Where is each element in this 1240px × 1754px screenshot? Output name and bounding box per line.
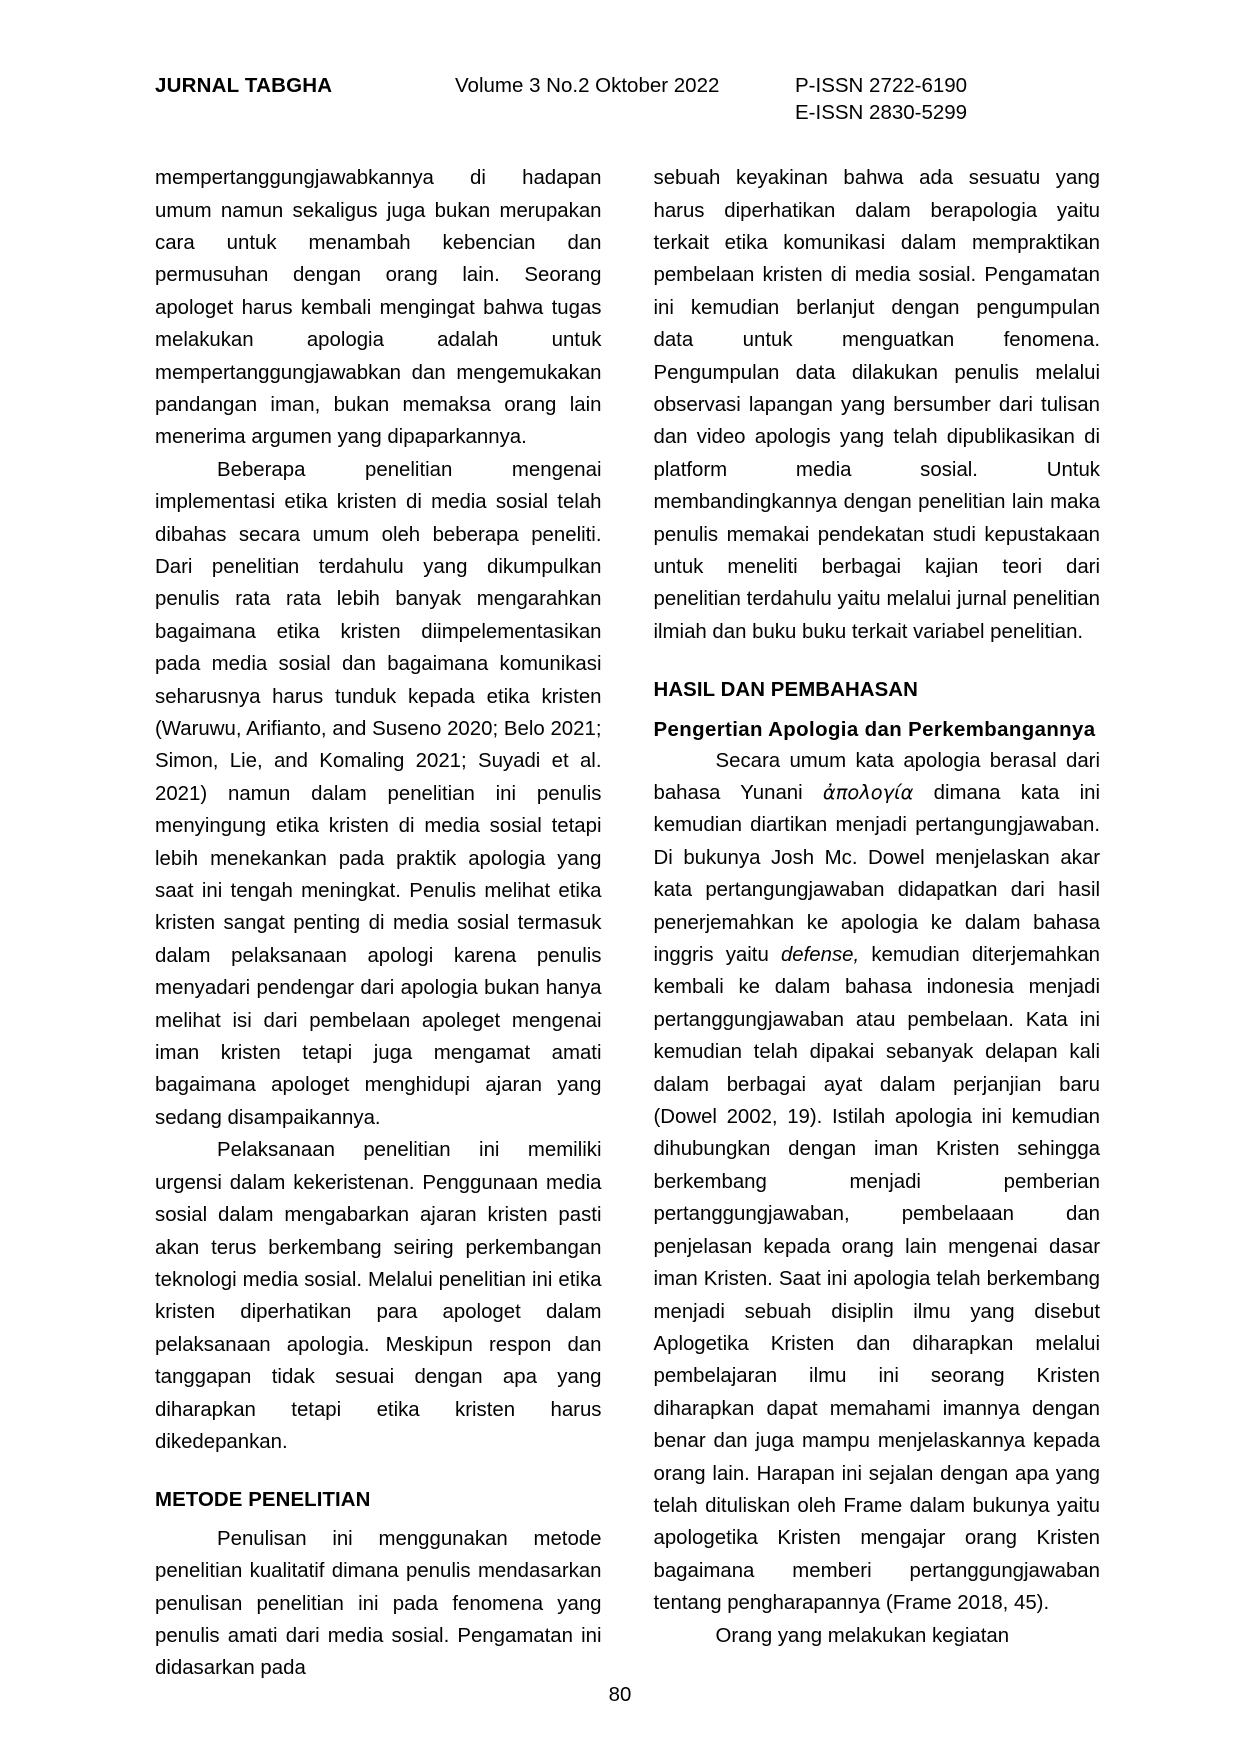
subsection-heading-pengertian: Pengertian Apologia dan Perkembangannya [653, 718, 1096, 741]
right-column [654, 162, 1101, 1685]
paragraph-text-part: kemudian diterjemahkan kembali ke dalam bahasa indonesia menjadi pertanggungjawaban atau pembelaan. Kata ini kemudian telah dipakai sebanyak delapan kali dalam berbagai ayat dalam perjanjian baru (Dowel 2002, 19). Istilah apologia ini kemudian dihubungkan dengan iman Kristen sehingga berkembang menjadi pemberian pertanggungjawaban, pembelaaan dan penjelasan kepada orang lain mengenai dasar iman Kristen. Saat ini apologia telah berkembang menjadi sebuah disiplin ilmu yang disebut Aplogetika Kristen dan diharapkan melalui pembelajaran ilmu ini seorang Kristen diharapkan dapat memahami imannya dengan benar dan juga mampu menjelaskannya kepada orang lain. Harapan ini sejalan dengan apa yang telah dituliskan oleh Frame dalam bukunya yaitu apologetika Kristen mengajar orang Kristen bagaimana memberi pertanggungjawaban tentang pengharapannya (Frame 2018, 45). [653, 944, 1100, 1615]
paragraph: Penulisan ini menggunakan metode penelitian kualitatif dimana penulis mendasarkan penulisan penelitian ini pada fenomena yang penulis amati dari media sosial. Pengamatan ini didasarkan pada [155, 1527, 602, 1680]
page-number: 80 [608, 1684, 632, 1706]
paragraph: Orang yang melakukan kegiatan [715, 1624, 1010, 1647]
paragraph-text-part: dimana kata ini kemudian diartikan menjadi pertangungjawaban. Di bukunya Josh Mc. Dowel menjelaskan akar kata pertangungjawaban didapatkan dari hasil penerjemahkan ke apologia ke dalam bahasa inggris yaitu [653, 782, 1100, 967]
running-head [155, 72, 1100, 126]
paragraph-continued: sebuah keyakinan bahwa ada sesuatu yang harus diperhatikan dalam berapologia yaitu terkait etika komunikasi dalam mempraktikan pembelaan kristen di media sosial. Pengamatan ini kemudian berlanjut dengan pengumpulan data untuk menguatkan fenomena. Pengumpulan data dilakukan penulis melalui observasi lapangan yang bersumber dari tulisan dan video apologis yang telah dipublikasikan di platform media sosial. Untuk membandingkannya dengan penelitian lain maka penulis memakai pendekatan studi kepustakaan untuk meneliti berbagai kajian teori dari penelitian terdahulu yaitu melalui jurnal penelitian ilmiah dan buku buku terkait variabel penelitian. [653, 167, 1100, 643]
volume-issue: Volume 3 No.2 Oktober 2022 [455, 74, 720, 97]
greek-term: ἀπολογία [822, 781, 914, 804]
section-heading-metode: METODE PENELITIAN [155, 1489, 371, 1512]
e-issn: E-ISSN 2830-5299 [795, 101, 968, 125]
p-issn: P-ISSN 2722-6190 [795, 74, 968, 97]
paragraph: Pelaksanaan penelitian ini memiliki urgensi dalam kekeristenan. Penggunaan media sosial dalam mengabarkan ajaran kristen pasti akan terus berkembang seiring perkembangan teknologi media sosial. Melalui penelitian ini etika kristen diperhatikan para apologet dalam pelaksanaan apologia. Meskipun respon dan tanggapan tidak sesuai dengan apa yang diharapkan tetapi etika kristen harus dikedepankan. [155, 1139, 602, 1453]
section-heading-hasil: HASIL DAN PEMBAHASAN [653, 679, 918, 702]
italic-term: defense, [780, 944, 860, 967]
paragraph-continued: mempertanggungjawabkannya di hadapan umum namun sekaligus juga bukan merupakan cara untuk menambah kebencian dan permusuhan dengan orang lain. Seorang apologet harus kembali mengingat bahwa tugas melakukan apologia adalah untuk mempertanggungjawabkan dan mengemukakan pandangan iman, bukan memaksa orang lain menerima argumen yang dipaparkannya. [155, 167, 602, 449]
left-column [155, 162, 602, 1685]
issn-block [795, 72, 1100, 126]
paragraph: Beberapa penelitian mengenai implementasi etika kristen di media sosial telah dibahas secara umum oleh beberapa peneliti. Dari penelitian terdahulu yang dikumpulkan penulis rata rata lebih banyak mengarahkan bagaimana etika kristen diimpelementasikan pada media sosial dan bagaimana komunikasi seharusnya harus tunduk kepada etika kristen (Waruwu, Arifianto, and Suseno 2020; Belo 2021; Simon, Lie, and Komaling 2021; Suyadi et al. 2021) namun dalam penelitian ini penulis menyingung etika kristen di media sosial tetapi lebih menekankan pada praktik apologia yang saat ini tengah meningkat. Penulis melihat etika kristen sangat penting di media sosial termasuk dalam pelaksanaan apologi karena penulis menyadari pendengar dari apologia bukan hanya melihat isi dari pembelaan apoleget mengenai iman kristen tetapi juga mengamat amati bagaimana apologet menghidupi ajaran yang sedang disampaikannya. [155, 458, 602, 1129]
paragraph-text-part: Secara umum kata apologia berasal dari bahasa Yunani [653, 749, 1100, 804]
paragraph [654, 745, 1101, 1620]
two-column-body [155, 162, 1100, 1685]
journal-title: JURNAL TABGHA [155, 74, 333, 97]
